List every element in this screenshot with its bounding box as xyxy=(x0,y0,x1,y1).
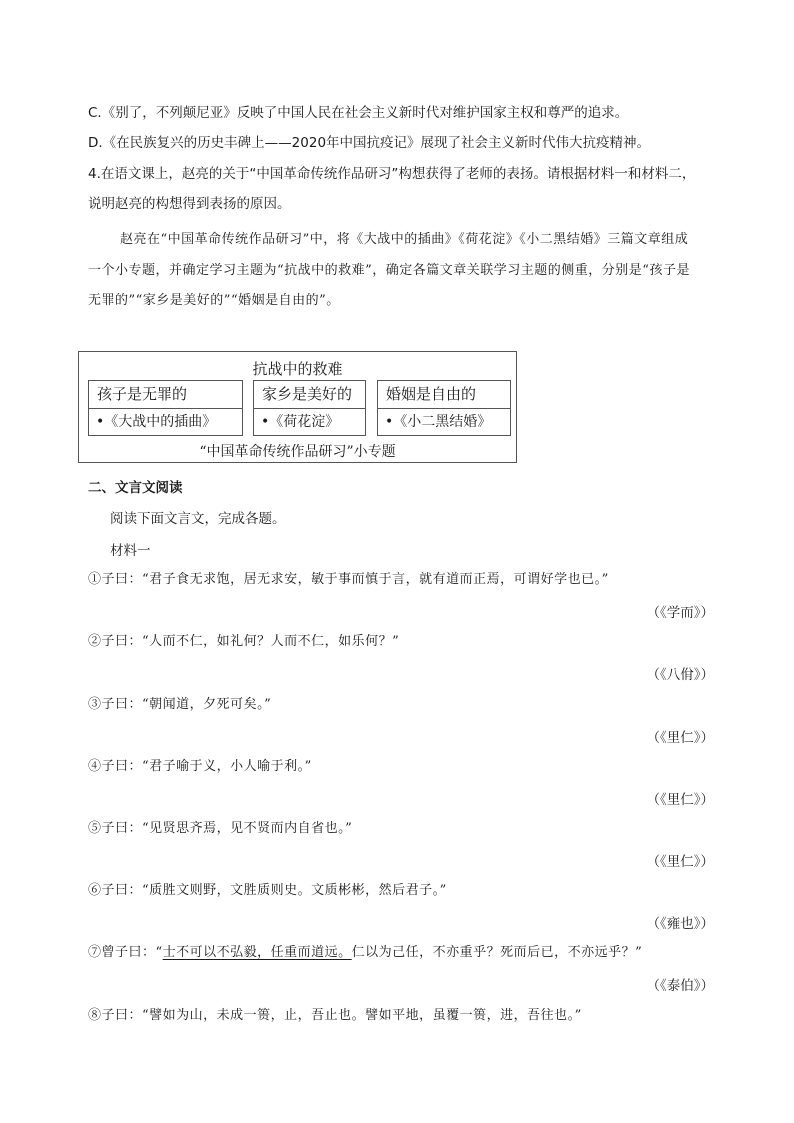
diagram-cell xyxy=(377,380,511,436)
section-instruction: 阅读下面文言文，完成各题。 xyxy=(110,511,286,527)
question-4-line1: 4.在语文课上，赵亮的关于“中国革命传统作品研习”构想获得了老师的表扬。请根据材料一和材料二， xyxy=(88,166,696,182)
quote-source: （《里仁》） xyxy=(646,730,714,746)
cell-theme: 孩子是无罪的 xyxy=(89,381,242,409)
topic-diagram xyxy=(78,351,517,463)
quote-6: ⑥子曰：“质胜文则野，文胜质则史。文质彬彬，然后君子。” xyxy=(88,883,447,898)
quote-7-underlined: 士不可以不弘毅，任重而道远。 xyxy=(162,945,352,960)
quote-3: ③子曰：“朝闻道，夕死可矣。” xyxy=(88,697,272,712)
diagram-title: 抗战中的救难 xyxy=(252,360,343,378)
diagram-cell xyxy=(88,380,243,436)
diagram-footer: “中国革命传统作品研习”小专题 xyxy=(199,444,396,460)
material-paragraph-line2: 一个小专题，并确定学习主题为“抗战中的救难”，确定各篇文章关联学习主题的侧重，分别是“孩子是 xyxy=(88,263,690,278)
quote-source: （《雍也》） xyxy=(646,916,714,932)
option-c: C.《别了，不列颠尼亚》反映了中国人民在社会主义新时代对维护国家主权和尊严的追求。 xyxy=(88,105,629,121)
quote-2: ②子曰：“人而不仁，如礼何？人而不仁，如乐何？” xyxy=(88,634,400,649)
diagram-cell xyxy=(253,380,366,436)
quote-7-post: 仁以为己任，不亦重乎？死而后已，不亦远乎？” xyxy=(351,945,643,960)
quote-7-pre: ⑦曾子曰：“ xyxy=(88,945,163,960)
cell-theme: 婚姻是自由的 xyxy=(378,381,510,409)
quote-7 xyxy=(88,943,642,963)
material-label: 材料一 xyxy=(110,543,151,559)
quote-source: （《八佾》） xyxy=(646,667,714,683)
quote-source: （《里仁》） xyxy=(646,792,714,808)
cell-theme: 家乡是美好的 xyxy=(254,381,365,409)
quote-source: （《里仁》） xyxy=(646,854,714,870)
option-d: D.《在民族复兴的历史丰碑上——2020年中国抗疫记》展现了社会主义新时代伟大抗疫精神。 xyxy=(88,135,651,151)
material-paragraph-line3: 无罪的”“家乡是美好的”“婚姻是自由的”。 xyxy=(88,293,340,308)
cell-work: •《小二黑结婚》 xyxy=(385,414,492,430)
cell-work: •《荷花淀》 xyxy=(261,414,340,430)
quote-4: ④子曰：“君子喻于义，小人喻于利。” xyxy=(88,759,312,774)
question-4-line2: 说明赵亮的构想得到表扬的原因。 xyxy=(88,196,291,212)
section-heading: 二、文言文阅读 xyxy=(88,480,183,496)
quote-source: （《泰伯》） xyxy=(646,978,714,994)
material-paragraph-line1: 赵亮在“中国革命传统作品研习”中，将《大战中的插曲》《荷花淀》《小二黑结婚》三篇文章组成 xyxy=(120,232,689,247)
cell-work: •《大战中的插曲》 xyxy=(96,414,217,430)
quote-1: ①子曰：“君子食无求饱，居无求安，敏于事而慎于言，就有道而正焉，可谓好学也已。” xyxy=(88,572,609,587)
quote-8: ⑧子曰：“譬如为山，未成一篑，止，吾止也。譬如平地，虽覆一篑，进，吾往也。” xyxy=(88,1008,582,1023)
quote-5: ⑤子曰：“见贤思齐焉，见不贤而内自省也。” xyxy=(88,821,353,836)
quote-source: （《学而》） xyxy=(646,605,714,621)
